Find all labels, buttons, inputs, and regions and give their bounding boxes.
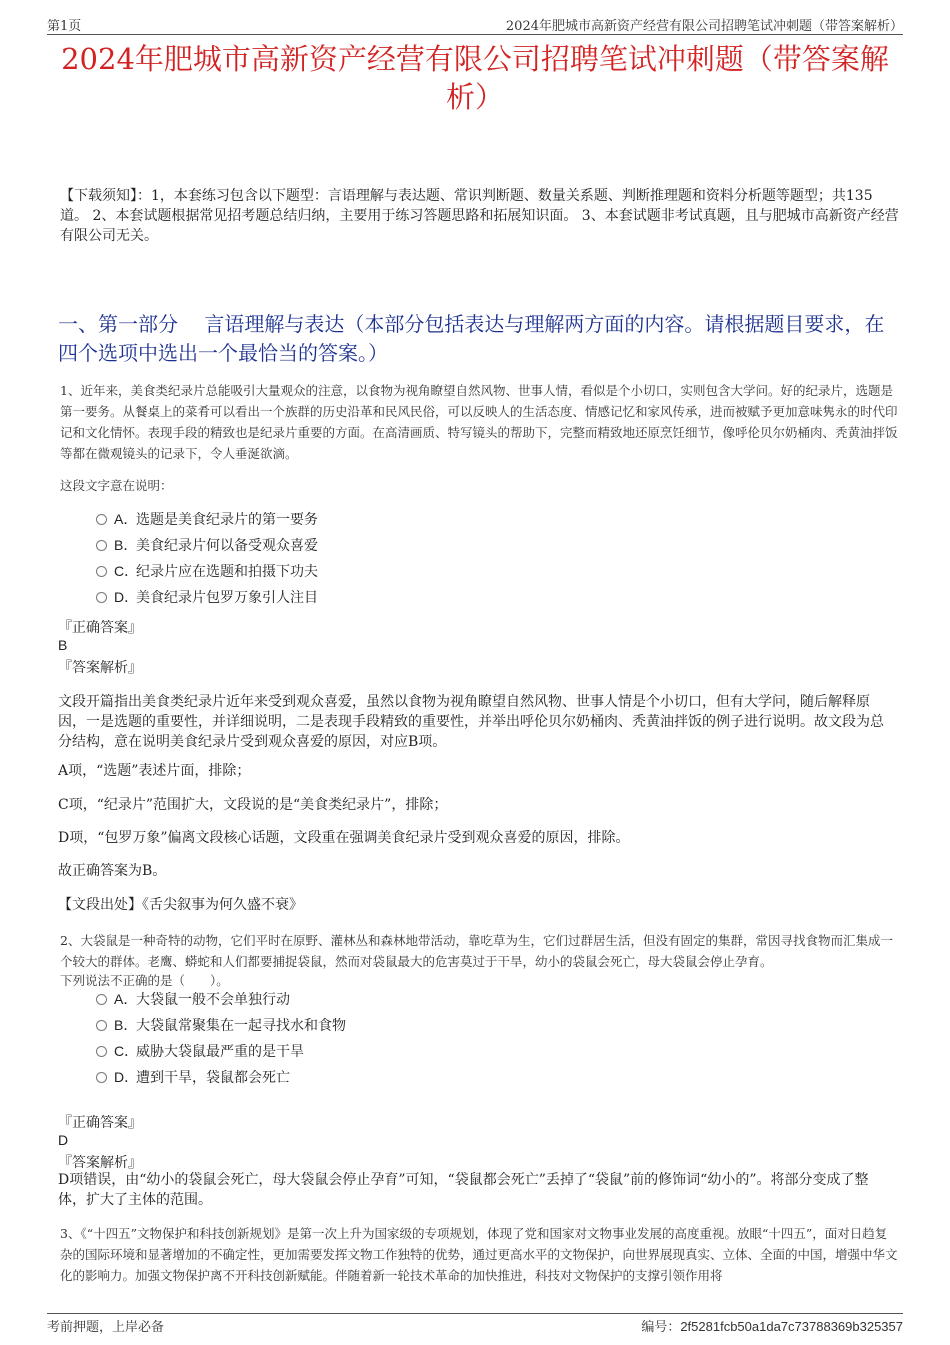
header-doc-title: 2024年肥城市高新资产经营有限公司招聘笔试冲刺题（带答案解析） (505, 19, 903, 34)
footer-slogan: 考前押题，上岸必备 (47, 1320, 165, 1335)
radio-icon[interactable] (96, 1020, 107, 1031)
option-text: 选题是美食纪录片的第一要务 (136, 512, 318, 528)
q2-answer-label: 『正确答案』 (58, 1115, 142, 1131)
q3-text: 3、《“十四五”文物保护和科技创新规划》是第一次上升为国家级的专项规划，体现了党和国家对文物事业发展的高度重视。放眼“十四五”，面对日趋复杂的国际环境和显著增加的不确定性，更加需要发挥文物工作独特的优势，通过更高水平的文物保护，向世界展现真实、立体、全面的中国，增强中华文化的影响力。加强文物保护离不开科技创新赋能。伴随着新一轮技术革命的加快推进，科技对文物保护的支撑引领作用将 (60, 1226, 898, 1283)
radio-icon[interactable] (96, 592, 107, 603)
q1-conclusion: 故正确答案为B。 (58, 863, 167, 879)
option-text: 遭到干旱，袋鼠都会死亡 (136, 1070, 290, 1086)
q1-analysis-a: A项，“选题”表述片面，排除； (58, 763, 251, 779)
page-number: 第1页 (47, 19, 82, 34)
option-key: A． (114, 511, 138, 527)
option-key: D． (114, 589, 139, 605)
option-text: 纪录片应在选题和拍摄下功夫 (136, 564, 318, 580)
option-key: C． (114, 1043, 139, 1059)
radio-icon[interactable] (96, 1046, 107, 1057)
option-key: C． (114, 563, 139, 579)
q1-analysis-d: D项，“包罗万象”偏离文段核心话题，文段重在强调美食纪录片受到观众喜爱的原因，排除。 (58, 830, 630, 846)
option-key: B． (114, 537, 138, 553)
footer-code-value: 2f5281fcb50a1da7c73788369b325357 (680, 1319, 903, 1334)
option-text: 大袋鼠常聚集在一起寻找水和食物 (136, 1018, 346, 1034)
q1-option-a[interactable] (96, 509, 318, 535)
radio-icon[interactable] (96, 514, 107, 525)
q2-text: 2、大袋鼠是一种奇特的动物，它们平时在原野、灌林丛和森林地带活动，靠吃草为生，它们过群居生活，但没有固定的集群，常因寻找食物而汇集成一个较大的群体。老鹰、蟒蛇和人们都要捕捉袋鼠，然而对袋鼠最大的危害莫过于干旱，幼小的袋鼠会死亡，母大袋鼠会停止孕育。 (60, 933, 893, 969)
page-header (47, 14, 903, 35)
page-footer (47, 1313, 903, 1334)
option-text: 大袋鼠一般不会单独行动 (136, 992, 290, 1008)
q1-option-b[interactable] (96, 535, 318, 561)
q1-analysis-c: C项，“纪录片”范围扩大，文段说的是“美食类纪录片”，排除； (58, 797, 448, 813)
q1-stem: 这段文字意在说明： (60, 478, 173, 493)
q2-option-a[interactable] (96, 989, 346, 1015)
q1-source: 【文段出处】《舌尖叙事为何久盛不衰》 (58, 897, 303, 913)
radio-icon[interactable] (96, 540, 107, 551)
q1-answer-label: 『正确答案』 (58, 620, 142, 636)
q2-option-b[interactable] (96, 1015, 346, 1041)
option-text: 美食纪录片包罗万象引人注目 (136, 590, 318, 606)
q2-answer: D (58, 1132, 69, 1148)
radio-icon[interactable] (96, 1072, 107, 1083)
document-title: 2024年肥城市高新资产经营有限公司招聘笔试冲刺题（带答案解析） (61, 42, 889, 114)
q2-analysis: D项错误，由“幼小的袋鼠会死亡，母大袋鼠会停止孕育”可知，“袋鼠都会死亡”丢掉了“袋鼠”前的修饰词“幼小的”。将部分变成了整体，扩大了主体的范围。 (58, 1172, 869, 1208)
q1-text: 1、近年来，美食类纪录片总能吸引大量观众的注意，以食物为视角瞭望自然风物、世事人情，看似是个小切口，实则包含大学问。好的纪录片，选题是第一要务。从餐桌上的菜肴可以看出一个族群的历史沿革和民风民俗，可以反映人的生活态度、情感记忆和家风传承，进而被赋予更加意味隽永的时代印记和文化情怀。表现手段的精致也是纪录片重要的方面。在高清画质、特写镜头的帮助下，完整而精致地还原烹饪细节，像呼伦贝尔奶桶肉、秃黄油拌饭等都在微观镜头的记录下，令人垂涎欲滴。 (60, 383, 898, 461)
download-notice: 【下载须知】：1，本套练习包含以下题型：言语理解与表达题、常识判断题、数量关系题、判断推理题和资料分析题等题型；共135道。 2、本套试题根据常见招考题总结归纳，主要用于练习答题思路和拓展知识面。 3、本套试题非考试真题，且与肥城市高新资产经营有限公司无关。 (60, 188, 899, 244)
option-key: B． (114, 1017, 138, 1033)
q1-options (96, 509, 318, 613)
q1-analysis-label: 『答案解析』 (58, 660, 142, 676)
q1-analysis: 文段开篇指出美食类纪录片近年来受到观众喜爱，虽然以食物为视角瞭望自然风物、世事人情是个小切口，但有大学问，随后解释原因，一是选题的重要性，并详细说明，二是表现手段精致的重要性，并举出呼伦贝尔奶桶肉、秃黄油拌饭的例子进行说明。故文段为总分结构，意在说明美食纪录片受到观众喜爱的原因，对应B项。 (58, 694, 884, 750)
q1-answer: B (58, 637, 68, 653)
footer-code-label: 编号： (641, 1320, 681, 1335)
q1-option-c[interactable] (96, 561, 318, 587)
option-key: D． (114, 1069, 139, 1085)
radio-icon[interactable] (96, 566, 107, 577)
q2-stem: 下列说法不正确的是（ ）。 (60, 973, 229, 988)
q2-options (96, 989, 346, 1093)
q2-analysis-label: 『答案解析』 (58, 1155, 142, 1171)
q2-option-c[interactable] (96, 1041, 346, 1067)
option-text: 美食纪录片何以备受观众喜爱 (136, 538, 318, 554)
footer-code (641, 1316, 903, 1335)
radio-icon[interactable] (96, 994, 107, 1005)
option-text: 威胁大袋鼠最严重的是干旱 (136, 1044, 304, 1060)
q2-option-d[interactable] (96, 1067, 346, 1093)
option-key: A． (114, 991, 138, 1007)
q1-option-d[interactable] (96, 587, 318, 613)
section-title: 一、第一部分 言语理解与表达（本部分包括表达与理解两方面的内容。请根据题目要求，在四个选项中选出一个最恰当的答案。） (58, 312, 885, 365)
